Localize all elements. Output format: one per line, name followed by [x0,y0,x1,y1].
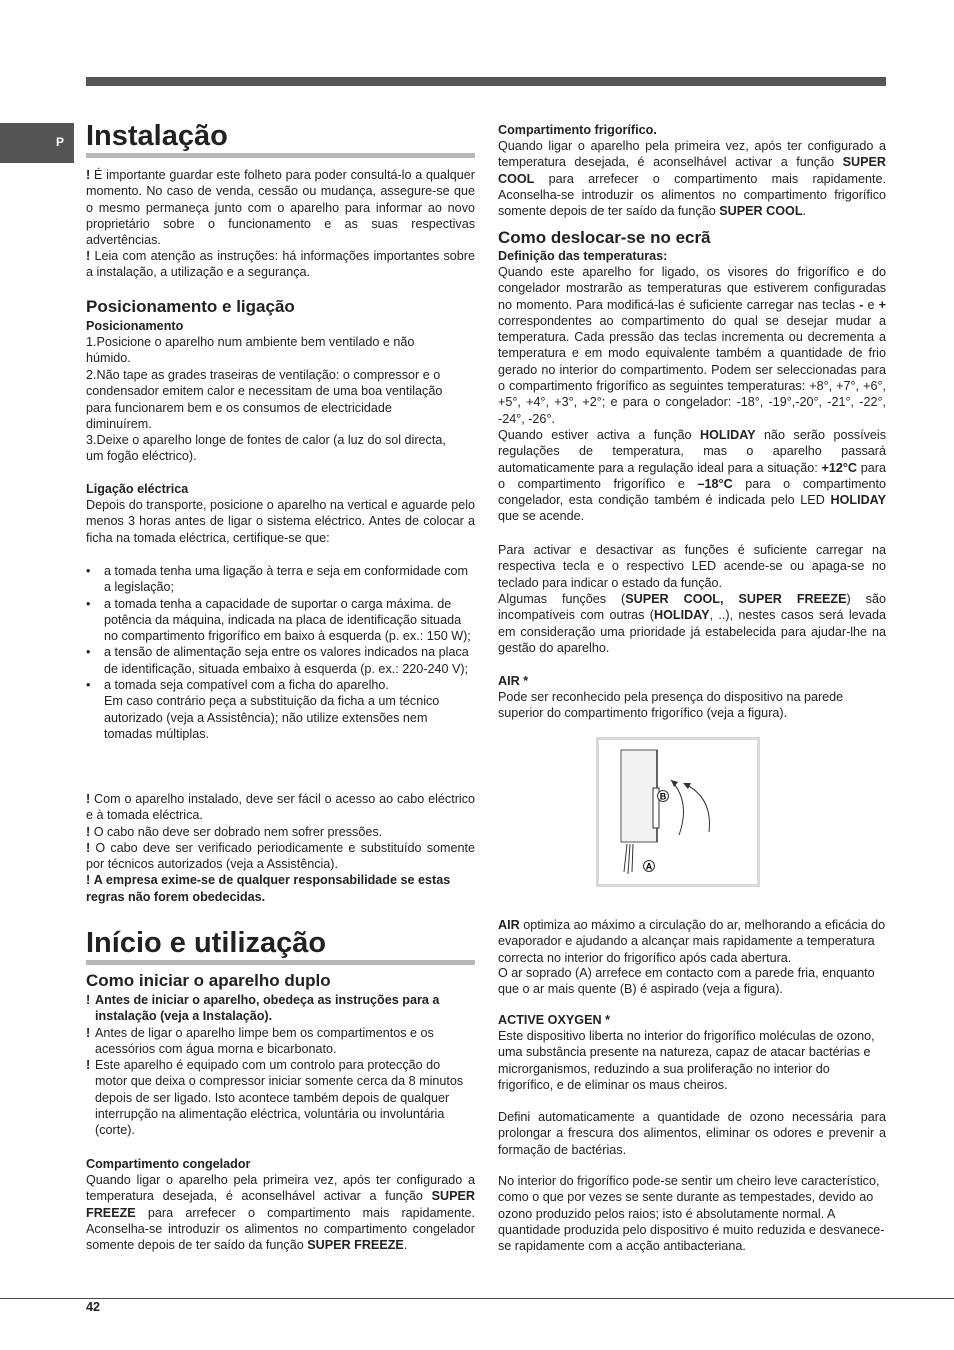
subheading-temperature: Definição das temperaturas: [498,249,668,263]
list-item: ! Este aparelho é equipado com um controlo para protecção do motor que deixa o compressor iniciar somente cerca da 8 minutos depois de ser ligado. Isto acontece também depois de qualquer interrupção na alimentação eléctrica, voluntária ou involuntária (corte). [86,1058,464,1138]
incompatibility-paragraph: Algumas funções (SUPER COOL, SUPER FREEZE) são incompatíveis com outras (HOLIDAY, ..), nestes casos será levada em consideração uma prioridade já estabelecida para ajudar-lhe na gestão do aparelho. [498,592,886,655]
subheading-electrical: Ligação eléctrica [86,482,189,496]
subheading-positioning: Posicionamento [86,319,184,333]
list-item: ! A empresa exime-se de qualquer responsabilidade se estas regras não forem obedecidas. [86,873,451,904]
freezer-paragraph: Quando ligar o aparelho pela primeira vez, após ter configurado a temperatura desejada, é aconselhável activar a função SUPER FREEZE para arrefecer o compartimento mais rapidamente. Aconselha-se introduzir os alimentos no compartimento congelador somente depois de ter saído da função SUPER FREEZE. [86,1173,475,1253]
list-item: ! Com o aparelho instalado, deve ser fácil o acesso ao cabo eléctrico e à tomada eléctrica. [86,792,476,823]
positioning-step-2: 2.Não tape as grades traseiras de ventilação: o compressor e o condensador emitem calor e necessitam de uma boa ventilação para funcionarem bem e os consumos de electricidade diminuírem. [86,368,443,431]
holiday-paragraph: Quando estiver activa a função HOLIDAY não serão possíveis regulações de temperatura, mas o aparelho passará automaticamente para a regulação ideal para a situação: +12°C para o compartimento frigorífico e –18°C para o compartimento congelador, esta condição também é indicada pelo LED HOLIDAY que se acende. [498,428,886,524]
positioning-step-1: 1.Posicione o aparelho num ambiente bem ventilado e não húmido. [86,335,415,366]
assistance-link[interactable]: veja a Assistência [170,710,271,725]
intro-paragraph-1: ! É importante guardar este folheto para poder consultá-lo a qualquer momento. No caso de venda, cessão ou mudança, assegure-se que o mesmo permaneça junto com o aparelho para informar ao novo proprietário sobre o funcionamento e as suas respectivas advertências. [86,168,476,248]
language-tab-label: P [56,135,65,149]
fridge-paragraph: Quando ligar o aparelho pela primeira vez, após ter configurado a temperatura desejada, é aconselhável activar a função SUPER COOL para arrefecer o compartimento mais rapidamente. Aconselha-se introduzir os alimentos no compartimento frigorífico somente depois de ter saído da função SUPER COOL. [498,139,886,219]
heading-screen-navigation: Como deslocar-se no ecrã [498,228,711,247]
section-title-installation: Instalação [86,119,475,153]
heading-positioning: Posicionamento e ligação [86,297,295,316]
list-item: ! Antes de iniciar o aparelho, obedeça as instruções para a instalação (veja a Instalação). [86,993,440,1024]
footer-rule [0,1298,954,1299]
list-item: ! O cabo não deve ser dobrado nem sofrer pressões. [86,824,383,839]
air-device-figure [596,737,760,887]
list-item: • a tomada tenha uma ligação à terra e seja em conformidade com a legislação; [86,563,475,596]
activation-paragraph: Para activar e desactivar as funções é suficiente carregar na respectiva tecla e o respectivo LED acende-se ou apaga-se no teclado para indicar o estado da função. [498,543,886,590]
subheading-air: AIR * [498,674,529,688]
subheading-freezer: Compartimento congelador [86,1157,251,1171]
figure-label-b: B [659,791,667,802]
electrical-paragraph: Depois do transporte, posicione o aparelho na vertical e aguarde pelo menos 3 horas antes de ligar o sistema eléctrico. Antes de colocar a ficha na tomada eléctrica, certifique-se que: [86,498,475,545]
subheading-active-oxygen: ACTIVE OXYGEN * [498,1013,610,1027]
heading-start-appliance: Como iniciar o aparelho duplo [86,971,331,990]
oxygen-paragraph-2: Defini automaticamente a quantidade de ozono necessária para prolongar a frescura dos alimentos, eliminar os odores e prevenir a formação de bactérias. [498,1110,886,1157]
list-item: • a tomada tenha a capacidade de suportar o carga máxima. de potência da máquina, indicada na placa de identificação situada no compartimento frigorífico em baixo à esquerda (p. ex.: 150 W); [86,596,475,645]
warnings-list [86,791,475,905]
list-item: ! O cabo deve ser verificado periodicamente e substituído somente por técnicos autorizados (veja a Assistência). [86,840,475,872]
oxygen-paragraph-3: No interior do frigorífico pode-se sentir um cheiro leve característico, como o que por vezes se sente durante as tempestades, devido ao ozono produzido pelos raios; isto é absolutamente normal. A quantidade produzida pelo dispositivo é muito reduzida e desvanece-se rapidamente com a acção antibacteriana. [498,1174,885,1254]
list-item: ! Antes de ligar o aparelho limpe bem os compartimentos e os acessórios com água morna e bicarbonato. [86,1025,434,1056]
language-tab [0,123,74,163]
section-title-start-use: Início e utilização [86,926,475,960]
air-paragraph: Pode ser reconhecido pela presença do dispositivo na parede superior do compartimento frigorífico (veja a figura). [498,690,844,721]
intro-paragraph-2: ! Leia com atenção as instruções: há informações importantes sobre a instalação, a utilização e a segurança. [86,249,476,280]
positioning-step-3: 3.Deixe o aparelho longe de fontes de calor (a luz do sol directa, um fogão eléctrico). [86,433,446,464]
air-flow-description: O ar soprado (A) arrefece em contacto com a parede fria, enquanto que o ar mais quente (B) é aspirado (veja a figura). [498,966,875,997]
figure-label-a: A [645,861,653,872]
electrical-checklist [86,563,475,742]
subheading-fridge: Compartimento frigorífico. [498,123,657,137]
list-item: • a tomada seja compatível com a ficha do aparelho. Em caso contrário peça a substituição da ficha a um técnico autorizado (veja a Assistência); não utilize extensões nem tomadas múltiplas. [86,677,475,742]
page-number: 42 [86,1300,101,1314]
oxygen-paragraph-1: Este dispositivo liberta no interior do frigorífico moléculas de ozono, uma substância presente na natureza, capaz de atacar bactérias e microrganismos, reduzindo a sua proliferação no interior do frigorífico, e de eliminar os maus cheiros. [498,1029,875,1092]
air-description: AIR optimiza ao máximo a circulação do ar, melhorando a eficácia do evaporador e ajudando a alcançar mais rapidamente a temperatura correcta no interior do frigorífico após cada abertura. [498,918,886,965]
top-bar [86,77,886,86]
temperature-paragraph: Quando este aparelho for ligado, os visores do frigorífico e do congelador mostrarão as temperaturas que estiverem configuradas no momento. Para modificá-las é suficiente carregar nas teclas - e + correspondentes ao compartimento do qual se desejar mudar a temperatura. Cada pressão das teclas incrementa ou decrementa a temperatura e em modo equivalente também a quantidade de frio gerado no interior do compartimento. Podem ser seleccionadas para o compartimento frigorífico as seguintes temperaturas: +8°, +7°, +6°, +5°, +4°, +3°, +2°; e para o congelador: -18°, -19°,-20°, -21°, -22°, -24°, -26°. [498,265,886,426]
start-steps-list [86,992,475,1139]
air-flow-diagram [599,740,757,884]
list-item: • a tensão de alimentação seja entre os valores indicados na placa de identificação, situada embaixo à esquerda (p. ex.: 220-240 V); [86,644,475,677]
